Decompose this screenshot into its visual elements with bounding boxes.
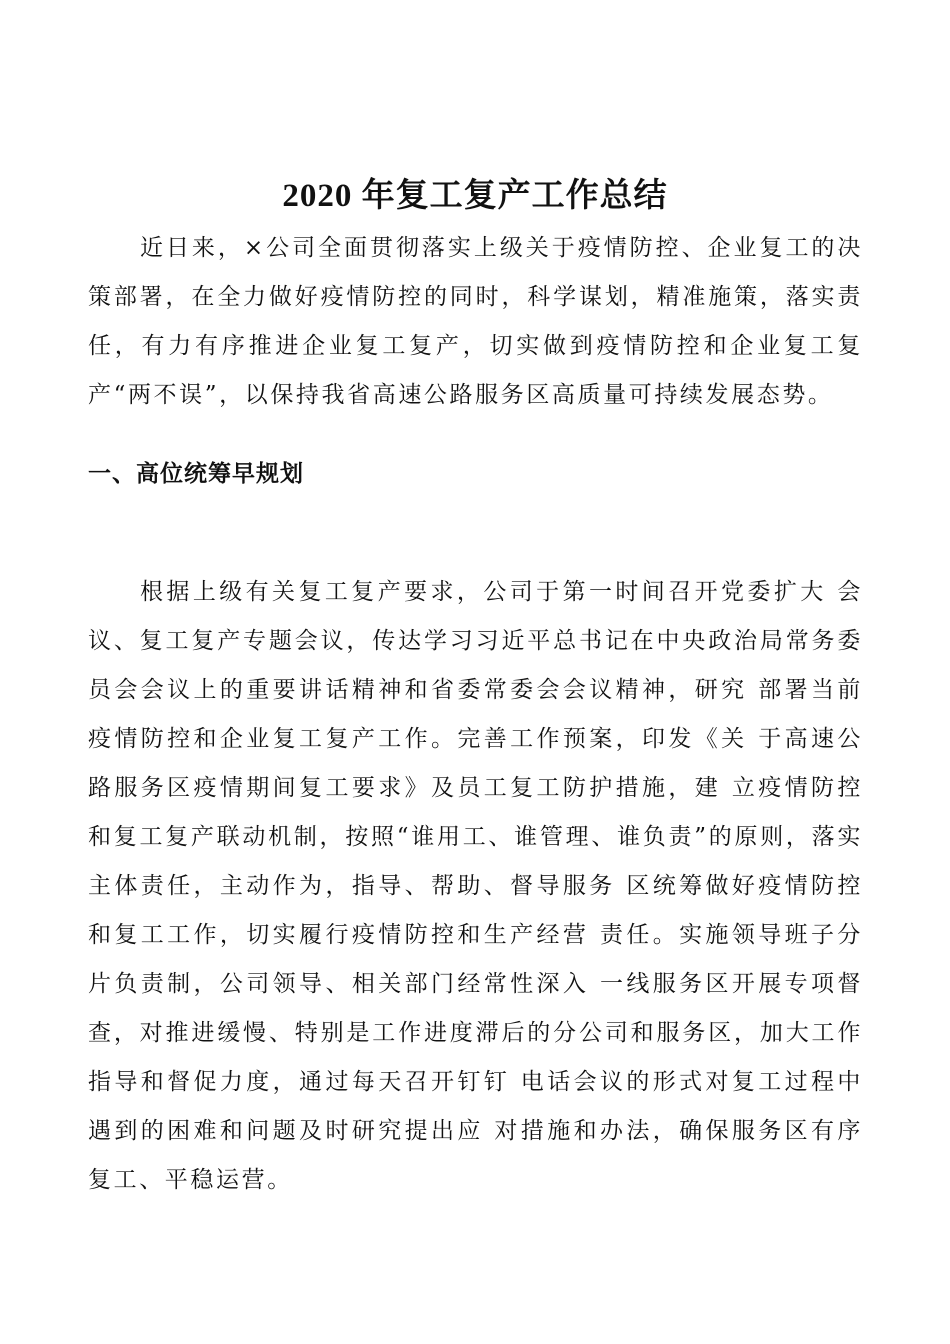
document-title: 2020 年复工复产工作总结 <box>282 178 668 215</box>
intro-paragraph: 近日来，×公司全面贯彻落实上级关于疫情防控、企业复工的决策部署，在全力做好疫情防控的同时，科学谋划，精准施策，落实责任，有力有序推进企业复工复产，切实做到疫情防控和企业复工复产“两不误”，以保持我省高速公路服务区高质量可持续发展态势。 <box>88 235 863 408</box>
section-heading: 一、高位统筹早规划 <box>88 461 304 487</box>
section-body-paragraph: 根据上级有关复工复产要求，公司于第一时间召开党委扩大 会议、复工复产专题会议，传达学习习近平总书记在中央政治局常务委员会会议上的重要讲话精神和省委常委会会议精神，研究 部署当前疫情防控和企业复工复产工作。完善工作预案，印发《关 于高速公路服务区疫情期间复工要求》及员工复工防护措施，建 立疫情防控和复工复产联动机制，按照“谁用工、谁管理、谁负责”的原则，落实主体责任，主动作为，指导、帮助、督导服务 区统筹做好疫情防控和复工工作，切实履行疫情防控和生产经营 责任。实施领导班子分片负责制，公司领导、相关部门经常性深入 一线服务区开展专项督查，对推进缓慢、特别是工作进度滞后的分公司和服务区，加大工作指导和督促力度，通过每天召开钉钉 电话会议的形式对复工过程中遇到的困难和问题及时研究提出应 对措施和办法，确保服务区有序复工、平稳运营。 <box>88 579 863 1193</box>
